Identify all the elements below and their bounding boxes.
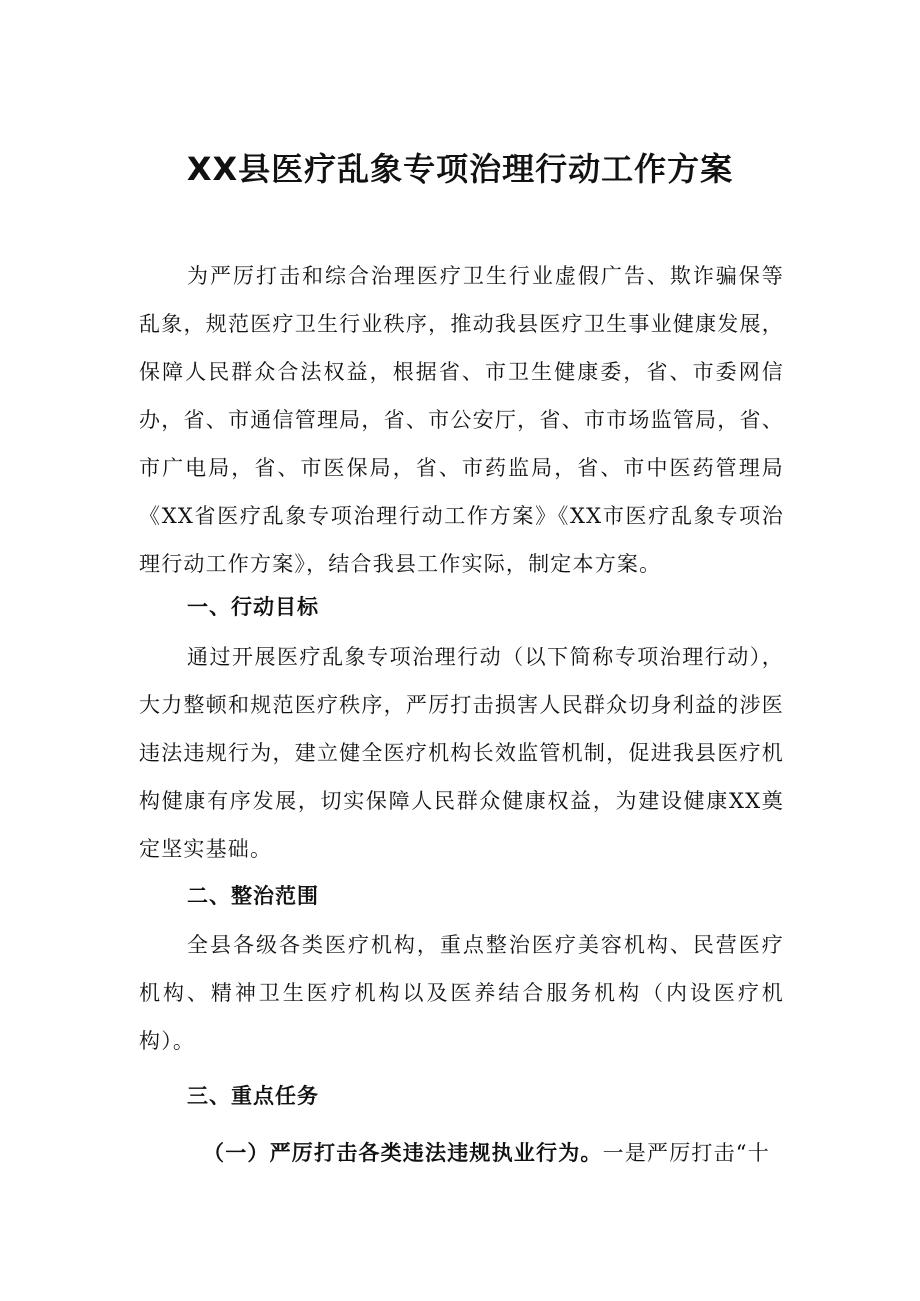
- section-heading-scope: 二、整治范围: [187, 884, 319, 908]
- section-heading-goals: 一、行动目标: [187, 595, 319, 619]
- page-title: XX县医疗乱象专项治理行动工作方案: [186, 150, 734, 189]
- subsection-paragraph: [139, 1129, 784, 1177]
- section-heading-tasks: 三、重点任务: [187, 1084, 319, 1108]
- subsection-text: 一是严厉打击“十: [602, 1141, 770, 1165]
- subsection-lead: （一）严厉打击各类违法违规执业行为。: [203, 1141, 603, 1165]
- section-text-scope: 全县各级各类医疗机构，重点整治医疗美容机构、民营医疗机构、精神卫生医疗机构以及医养结合服务机构（内设医疗机构）。: [139, 933, 784, 1053]
- section-text-goals: 通过开展医疗乱象专项治理行动（以下简称专项治理行动），大力整顿和规范医疗秩序，严厉打击损害人民群众切身利益的涉医违法违规行为，建立健全医疗机构长效监管机制，促进我县医疗机构健康有序发展，切实保障人民群众健康权益，为建设健康XX奠定坚实基础。: [139, 645, 784, 861]
- intro-paragraph: 为严厉打击和综合治理医疗卫生行业虚假广告、欺诈骗保等乱象，规范医疗卫生行业秩序，推动我县医疗卫生事业健康发展，保障人民群众合法权益，根据省、市卫生健康委，省、市委网信办，省、市通信管理局，省、市公安厅，省、市市场监管局，省、市广电局，省、市医保局，省、市药监局，省、市中医药管理局《XX省医疗乱象专项治理行动工作方案》《XX市医疗乱象专项治理行动工作方案》，结合我县工作实际，制定本方案。: [139, 264, 784, 576]
